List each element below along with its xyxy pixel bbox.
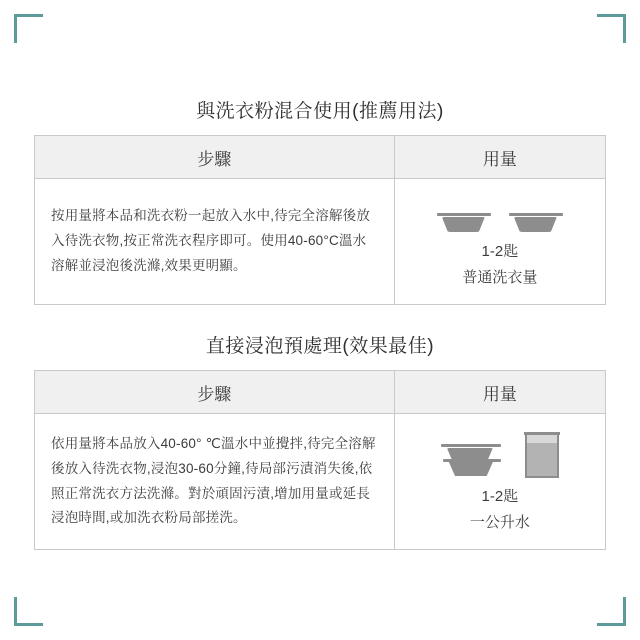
amount-text [403, 484, 597, 535]
column-header-steps: 步驟 [35, 136, 395, 179]
amount-text [403, 239, 597, 290]
amount-line-2: 一公升水 [469, 513, 530, 531]
steps-text: 依用量將本品放入40-60° ℃溫水中並攪拌,待完全溶解後放入待洗衣物,浸泡30-60分鐘,待局部污漬消失後,依照正常洗衣方法洗滌。對於頑固污漬,增加用量或延長浸泡時間,或加洗衣粉局部搓洗。 [35, 414, 395, 550]
amount-cell [394, 414, 605, 550]
corner-bracket-top-right [597, 14, 626, 43]
corner-bracket-bottom-left [14, 597, 43, 626]
scoop-icon [437, 213, 491, 233]
corner-bracket-bottom-right [597, 597, 626, 626]
steps-text: 按用量將本品和洗衣粉一起放入水中,待完全溶解後放入待洗衣物,按正常洗衣程序即可。使用40-60°C溫水溶解並浸泡後洗滌,效果更明顯。 [35, 179, 395, 305]
water-glass-icon [525, 432, 559, 478]
table-header-row [35, 371, 606, 414]
usage-table [34, 370, 606, 550]
column-header-amount: 用量 [394, 136, 605, 179]
amount-line-1: 1-2匙 [481, 488, 519, 505]
amount-cell [394, 179, 605, 305]
corner-bracket-top-left [14, 14, 43, 43]
section-title: 與洗衣粉混合使用(推薦用法) [196, 101, 444, 122]
table-row [35, 179, 606, 305]
section-title: 直接浸泡預處理(效果最佳) [205, 336, 435, 357]
amount-line-1: 1-2匙 [481, 243, 519, 260]
scoop-stack-icon [441, 444, 503, 478]
section-direct-soak [34, 331, 606, 550]
icon-row [403, 426, 597, 478]
usage-table [34, 135, 606, 305]
instructions-content [34, 96, 606, 550]
table-row [35, 414, 606, 550]
section-mixed-with-detergent [34, 96, 606, 305]
column-header-steps: 步驟 [35, 371, 395, 414]
amount-line-2: 普通洗衣量 [462, 268, 538, 286]
icon-row [403, 191, 597, 233]
table-header-row [35, 136, 606, 179]
column-header-amount: 用量 [394, 371, 605, 414]
scoop-icon [509, 213, 563, 233]
